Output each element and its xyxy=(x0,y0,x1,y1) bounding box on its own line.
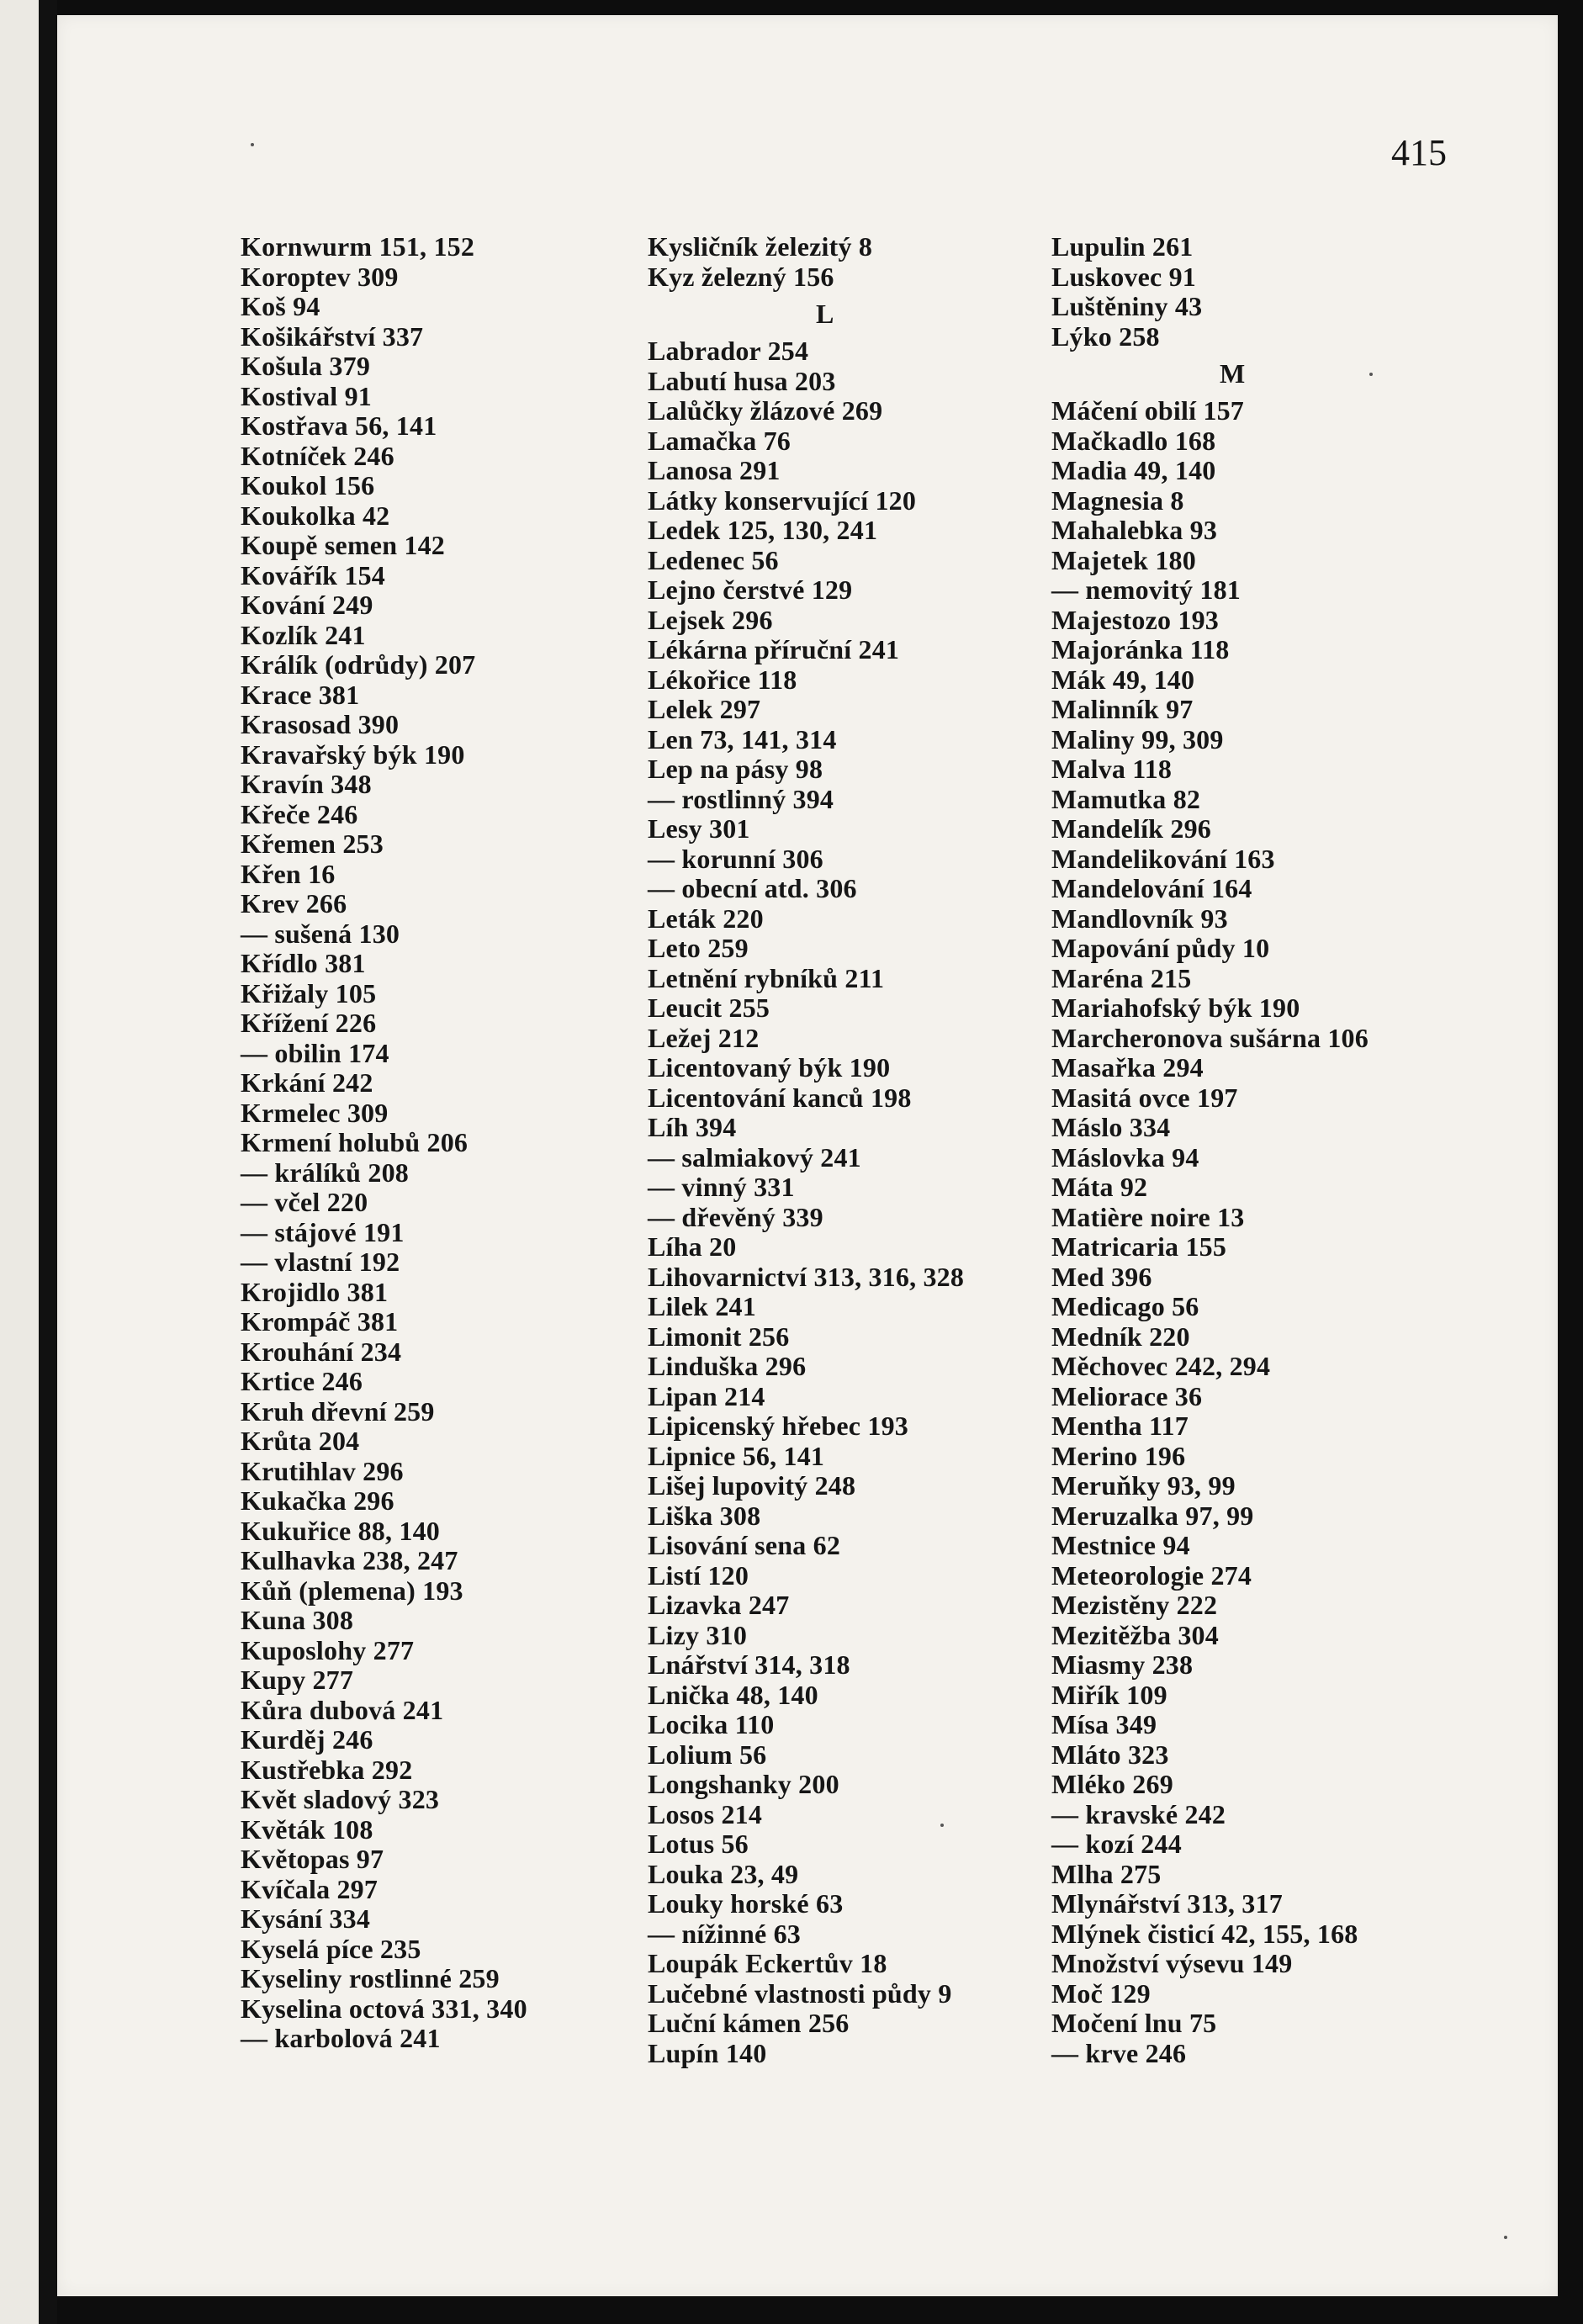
index-entry: — dřevěný 339 xyxy=(648,1201,823,1232)
index-entry: Majestozo 193 xyxy=(1051,604,1219,635)
index-entry: — stájové 191 xyxy=(241,1216,405,1247)
index-entry: Lizy 310 xyxy=(648,1619,748,1650)
index-entry: — rostlinný 394 xyxy=(648,783,834,814)
index-entry: Líh 394 xyxy=(648,1112,737,1142)
index-entry: Lupulin 261 xyxy=(1051,231,1194,262)
index-entry: Kravařský býk 190 xyxy=(241,738,465,770)
index-entry: — včel 220 xyxy=(241,1187,368,1217)
index-entry: Med 396 xyxy=(1051,1261,1152,1292)
index-entry: Kuna 308 xyxy=(241,1605,354,1635)
index-entry: Meliorace 36 xyxy=(1051,1380,1203,1411)
index-entry: Lékárna příruční 241 xyxy=(648,634,900,664)
index-entry: Křižaly 105 xyxy=(241,977,377,1008)
index-entry: Leták 220 xyxy=(648,903,764,934)
index-entry: Malva 118 xyxy=(1051,754,1173,784)
book-gutter xyxy=(39,0,57,2324)
index-entry: Kukačka 296 xyxy=(241,1485,394,1516)
index-entry: Lipnice 56, 141 xyxy=(648,1440,825,1471)
index-entry: — králíků 208 xyxy=(241,1157,409,1188)
index-entry: Křemen 253 xyxy=(241,828,384,859)
index-entry: Ležej 212 xyxy=(648,1022,760,1053)
index-entry: Len 73, 141, 314 xyxy=(648,723,837,754)
index-entry: Koukol 156 xyxy=(241,470,375,500)
index-entry: Lanosa 291 xyxy=(648,455,781,485)
index-entry: Mlynářství 313, 317 xyxy=(1051,1888,1283,1919)
index-entry: Lipicenský hřebec 193 xyxy=(648,1411,908,1441)
index-entry: Mentha 117 xyxy=(1051,1411,1189,1441)
index-entry: Luční kámen 256 xyxy=(648,2008,850,2038)
index-entry: Lupín 140 xyxy=(648,2037,767,2068)
index-entry: Kysání 334 xyxy=(241,1903,371,1934)
index-entry: Lejno čerstvé 129 xyxy=(648,574,853,605)
index-entry: Mandelování 164 xyxy=(1051,873,1252,903)
index-entry: Mamutka 82 xyxy=(1051,783,1201,814)
index-entry: Meruzalka 97, 99 xyxy=(1051,1500,1254,1531)
index-entry: Majoránka 118 xyxy=(1051,634,1230,664)
index-entry: Licentovaný býk 190 xyxy=(648,1052,891,1083)
index-entry: Kůň (plemena) 193 xyxy=(241,1575,463,1606)
index-entry: Látky konservující 120 xyxy=(648,484,917,516)
index-entry: Miasmy 238 xyxy=(1051,1649,1194,1680)
index-entry: Kysličník železitý 8 xyxy=(648,231,873,262)
index-entry: Locika 110 xyxy=(648,1709,775,1739)
index-entry: Ledek 125, 130, 241 xyxy=(648,515,878,545)
index-entry: Lejsek 296 xyxy=(648,604,773,635)
index-column-2 xyxy=(648,232,1051,2068)
index-entry: Marcheronova sušárna 106 xyxy=(1051,1022,1369,1053)
index-entry: Lnička 48, 140 xyxy=(648,1679,818,1710)
index-entry: Matricaria 155 xyxy=(1051,1231,1227,1262)
index-entry: Krutihlav 296 xyxy=(241,1455,404,1486)
index-entry: Louka 23, 49 xyxy=(648,1858,799,1889)
index-entry: Kyselina octová 331, 340 xyxy=(241,1993,527,2024)
index-entry: Kovářík 154 xyxy=(241,559,385,590)
index-entry: Lolium 56 xyxy=(648,1739,767,1770)
index-entry: Losos 214 xyxy=(648,1798,763,1829)
index-entry: Koupě semen 142 xyxy=(241,530,445,560)
index-entry: Mlýnek čisticí 42, 155, 168 xyxy=(1051,1918,1358,1949)
index-entry: Linduška 296 xyxy=(648,1351,807,1381)
index-entry: Mezistěny 222 xyxy=(1051,1590,1218,1620)
index-entry: Koroptev 309 xyxy=(241,261,399,292)
index-entry: Mačkadlo 168 xyxy=(1051,425,1216,456)
index-entry: — krve 246 xyxy=(1051,2037,1187,2068)
index-entry: Mlha 275 xyxy=(1051,1858,1162,1889)
index-entry: Králík (odrůdy) 207 xyxy=(241,649,476,680)
index-entry: Mísa 349 xyxy=(1051,1709,1157,1739)
index-entry: Masařka 294 xyxy=(1051,1052,1204,1083)
index-entry: Maréna 215 xyxy=(1051,962,1192,993)
index-entry: Kostřava 56, 141 xyxy=(241,410,437,441)
index-entry: — nížinné 63 xyxy=(648,1918,801,1949)
index-entry: Matière noire 13 xyxy=(1051,1201,1245,1232)
index-entry: Lihovarnictví 313, 316, 328 xyxy=(648,1261,965,1292)
index-entry: Květák 108 xyxy=(241,1813,373,1845)
index-entry: Krev 266 xyxy=(241,888,347,918)
index-entry: Lotus 56 xyxy=(648,1829,749,1859)
index-entry: Košula 379 xyxy=(241,351,371,381)
index-entry: — salmiakový 241 xyxy=(648,1141,861,1173)
index-entry: Limonit 256 xyxy=(648,1321,790,1352)
index-entry: Lizavka 247 xyxy=(648,1590,790,1620)
index-entry: Kravín 348 xyxy=(241,769,372,799)
index-entry: Mezitěžba 304 xyxy=(1051,1619,1219,1650)
index-entry: Kyseliny rostlinné 259 xyxy=(241,1963,500,1993)
index-entry: Mandlovník 93 xyxy=(1051,903,1228,934)
index-entry: Lisování sena 62 xyxy=(648,1530,841,1560)
index-entry: Krace 381 xyxy=(241,679,360,710)
index-entry: Krmení holubů 206 xyxy=(241,1127,469,1157)
index-entry: Lilek 241 xyxy=(648,1291,756,1321)
index-entry: Mestnice 94 xyxy=(1051,1530,1190,1560)
section-letter-heading: M xyxy=(1220,358,1246,389)
index-entry: Kukuřice 88, 140 xyxy=(241,1515,440,1546)
index-entry: — nemovitý 181 xyxy=(1051,574,1242,605)
previous-page-edge xyxy=(0,0,39,2324)
index-entry: Longshanky 200 xyxy=(648,1769,839,1799)
index-entry: Močení lnu 75 xyxy=(1051,2008,1217,2038)
index-entry: Mandelík 296 xyxy=(1051,813,1211,844)
index-column-1 xyxy=(241,232,636,2054)
index-entry: Meruňky 93, 99 xyxy=(1051,1470,1236,1501)
index-entry: Kornwurm 151, 152 xyxy=(241,231,475,262)
scan-speck xyxy=(251,143,254,146)
index-entry: Kulhavka 238, 247 xyxy=(241,1545,458,1575)
index-entry: — kozí 244 xyxy=(1051,1829,1182,1859)
index-entry: Lýko 258 xyxy=(1051,320,1160,352)
index-entry: Máčení obilí 157 xyxy=(1051,395,1244,426)
index-entry: Lišej lupovitý 248 xyxy=(648,1470,856,1501)
index-entry: Kůra dubová 241 xyxy=(241,1694,444,1725)
index-entry: Kozlík 241 xyxy=(241,619,366,650)
index-entry: Kování 249 xyxy=(241,590,373,620)
index-entry: — vinný 331 xyxy=(648,1172,795,1202)
index-entry: Loupák Eckertův 18 xyxy=(648,1948,887,1978)
index-entry: Listí 120 xyxy=(648,1559,749,1591)
index-entry: Květ sladový 323 xyxy=(241,1784,440,1814)
index-entry: Máslo 334 xyxy=(1051,1112,1171,1142)
index-entry: Líha 20 xyxy=(648,1231,737,1262)
index-entry: Koš 94 xyxy=(241,291,320,321)
index-entry: Mahalebka 93 xyxy=(1051,515,1218,545)
index-entry: Masitá ovce 197 xyxy=(1051,1082,1238,1113)
index-entry: Malinník 97 xyxy=(1051,694,1194,724)
index-entry: — kravské 242 xyxy=(1051,1798,1226,1829)
index-entry: Ledenec 56 xyxy=(648,544,779,575)
index-entry: Lnářství 314, 318 xyxy=(648,1649,850,1680)
index-entry: Magnesia 8 xyxy=(1051,484,1184,516)
index-entry: Labrador 254 xyxy=(648,336,809,366)
index-entry: — karbolová 241 xyxy=(241,2023,441,2053)
index-entry: Luskovec 91 xyxy=(1051,261,1196,292)
index-entry: Leucit 255 xyxy=(648,993,770,1023)
index-entry: Křížení 226 xyxy=(241,1008,377,1038)
index-entry: Lep na pásy 98 xyxy=(648,754,823,784)
index-entry: Krompáč 381 xyxy=(241,1306,399,1337)
index-entry: Květopas 97 xyxy=(241,1844,384,1874)
index-entry: Lučebné vlastnosti půdy 9 xyxy=(648,1977,952,2009)
index-entry: Majetek 180 xyxy=(1051,544,1196,575)
index-entry: Křeče 246 xyxy=(241,798,358,829)
index-entry: Lalůčky žlázové 269 xyxy=(648,395,883,426)
index-entry: Krkání 242 xyxy=(241,1067,373,1098)
index-entry: Mandelikování 163 xyxy=(1051,843,1275,874)
index-entry: Mapování půdy 10 xyxy=(1051,933,1270,963)
index-entry: Kupy 277 xyxy=(241,1665,354,1695)
page-number: 415 xyxy=(1391,132,1447,173)
index-entry: Leto 259 xyxy=(648,933,749,963)
index-entry: Křen 16 xyxy=(241,858,336,889)
index-entry: Miřík 109 xyxy=(1051,1679,1167,1710)
index-entry: — sušená 130 xyxy=(241,918,400,949)
index-entry: Medicago 56 xyxy=(1051,1291,1199,1321)
index-entry: Koukolka 42 xyxy=(241,500,390,531)
index-entry: Mák 49, 140 xyxy=(1051,664,1195,695)
index-entry: — korunní 306 xyxy=(648,843,823,874)
index-entry: Madia 49, 140 xyxy=(1051,455,1216,485)
index-entry: Maliny 99, 309 xyxy=(1051,723,1224,754)
index-entry: — obilin 174 xyxy=(241,1037,389,1068)
index-entry: Kyselá píce 235 xyxy=(241,1933,421,1964)
index-entry: Kurděj 246 xyxy=(241,1724,373,1755)
index-entry: Merino 196 xyxy=(1051,1440,1186,1471)
index-entry: Liška 308 xyxy=(648,1500,761,1531)
index-page xyxy=(57,15,1558,2296)
index-entry: Kvíčala 297 xyxy=(241,1873,379,1904)
index-entry: — vlastní 192 xyxy=(241,1247,400,1277)
index-entry: Mléko 269 xyxy=(1051,1769,1173,1799)
index-entry: Mláto 323 xyxy=(1051,1739,1169,1770)
index-entry: Lékořice 118 xyxy=(648,664,797,695)
index-entry: Křídlo 381 xyxy=(241,948,366,978)
index-entry: Máta 92 xyxy=(1051,1172,1148,1202)
index-entry: Letnění rybníků 211 xyxy=(648,962,885,993)
scan-speck xyxy=(940,1824,944,1827)
scan-speck xyxy=(1504,2236,1507,2239)
index-entry: Licentování kanců 198 xyxy=(648,1082,912,1113)
index-entry: Krasosad 390 xyxy=(241,709,400,739)
index-entry: Lamačka 76 xyxy=(648,425,791,456)
index-entry: Kostival 91 xyxy=(241,380,372,411)
index-entry: Louky horské 63 xyxy=(648,1888,844,1919)
index-entry: Krmelec 309 xyxy=(241,1097,389,1128)
index-entry: Krůta 204 xyxy=(241,1426,360,1456)
index-entry: Mariahofský býk 190 xyxy=(1051,993,1300,1023)
index-entry: Kuposlohy 277 xyxy=(241,1634,415,1665)
index-entry: Meteorologie 274 xyxy=(1051,1559,1252,1591)
index-entry: Labutí husa 203 xyxy=(648,365,836,396)
index-entry: Krtice 246 xyxy=(241,1366,363,1396)
index-entry: Moč 129 xyxy=(1051,1977,1151,2009)
index-entry: Měchovec 242, 294 xyxy=(1051,1351,1271,1381)
index-entry: Kustřebka 292 xyxy=(241,1754,413,1785)
index-entry: Krouhání 234 xyxy=(241,1336,402,1367)
index-entry: Kotníček 246 xyxy=(241,440,394,471)
index-entry: Krojidlo 381 xyxy=(241,1276,389,1307)
index-entry: Košikářství 337 xyxy=(241,320,424,352)
index-entry: — obecní atd. 306 xyxy=(648,873,857,903)
section-letter-heading: L xyxy=(816,299,834,329)
index-entry: Kyz železný 156 xyxy=(648,261,834,292)
index-column-3 xyxy=(1051,232,1522,2068)
index-entry: Lesy 301 xyxy=(648,813,750,844)
index-entry: Luštěniny 43 xyxy=(1051,291,1203,321)
index-entry: Lipan 214 xyxy=(648,1380,765,1411)
index-entry: Kruh dřevní 259 xyxy=(241,1395,435,1427)
scan-speck xyxy=(1369,373,1373,376)
index-entry: Máslovka 94 xyxy=(1051,1141,1199,1173)
index-entry: Množství výsevu 149 xyxy=(1051,1948,1293,1978)
index-entry: Lelek 297 xyxy=(648,694,761,724)
index-entry: Medník 220 xyxy=(1051,1321,1190,1352)
